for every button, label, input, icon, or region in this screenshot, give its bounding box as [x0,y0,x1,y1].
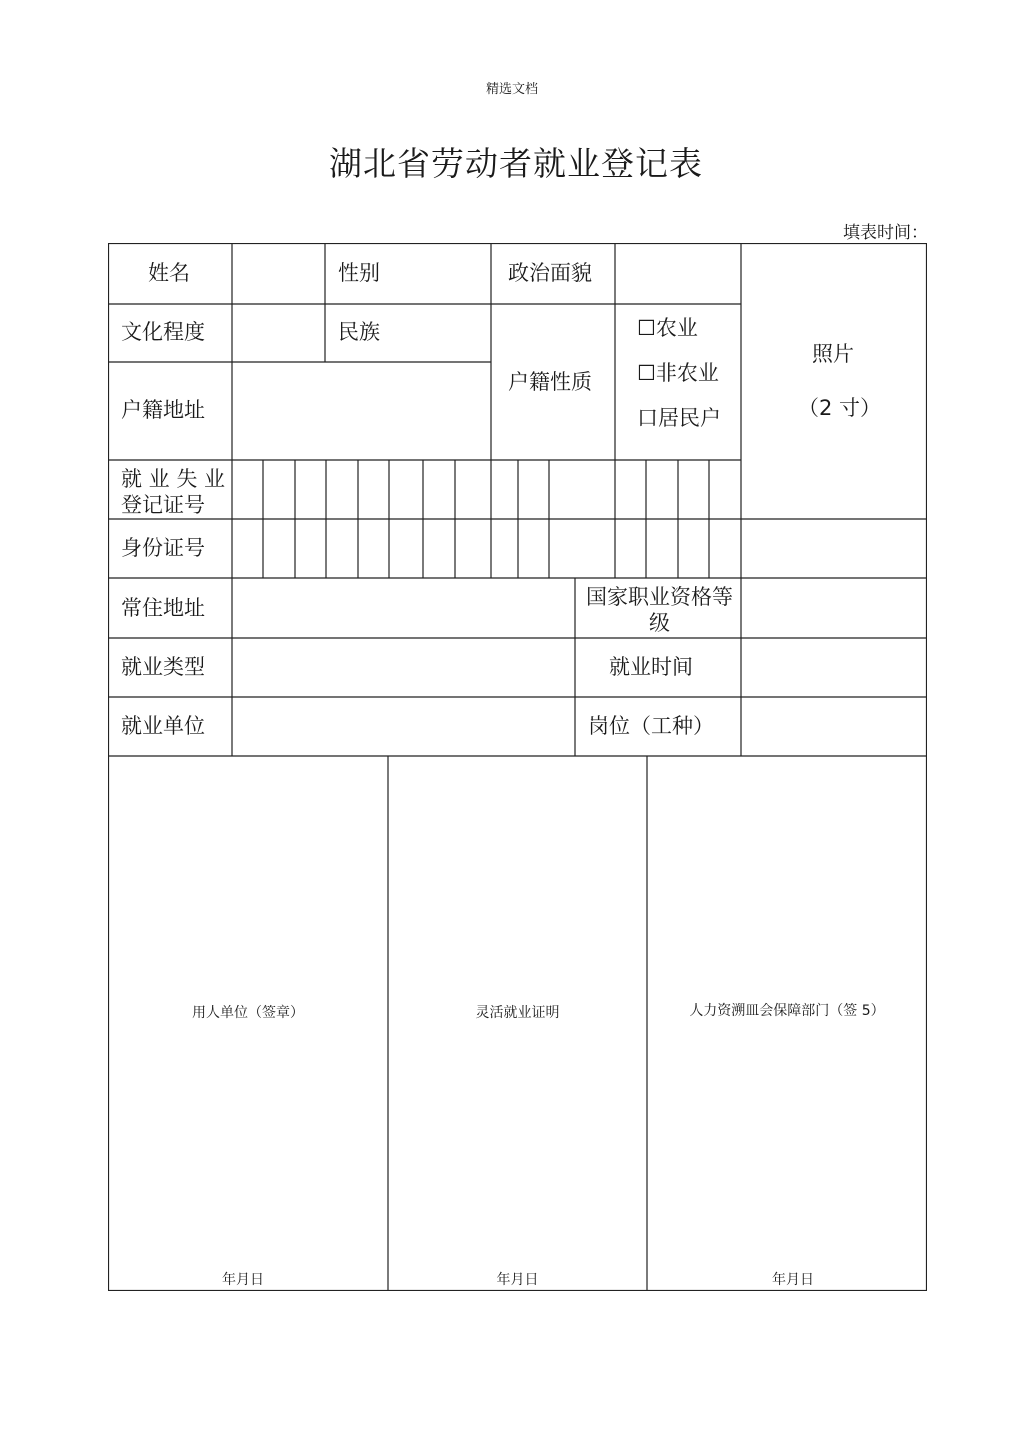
hukou-option-non-agricultural[interactable]: ☐非农业 [637,361,719,385]
residence-address-label: 常住地址 [121,596,205,620]
employer-field[interactable] [236,702,571,752]
qualification-level-label [578,584,741,636]
hukou-option-resident[interactable]: 口居民户 [637,406,721,430]
reg-cert-label-line1: 就 业 失 业 [121,467,226,491]
employment-time-field[interactable] [745,643,923,693]
employment-registration-number-label [121,466,231,518]
employment-time-label: 就业时间 [609,655,693,679]
political-status-field[interactable] [619,249,737,299]
hukou-address-field[interactable] [236,367,487,455]
employer-label: 就业单位 [121,714,205,738]
qualification-label-line1: 国家职业资格等 [586,585,733,609]
hr-department-label: 人力资溯皿会保障部门（签 5） [689,1003,885,1019]
hukou-address-label: 户籍地址 [121,398,205,422]
position-label: 岗位（工种） [588,714,714,738]
photo-size: （2 寸） [798,396,882,420]
fill-time-label: 填表时间： [843,223,928,243]
hukou-option-agricultural[interactable]: ☐农业 [637,316,698,340]
qualification-level-field[interactable] [745,583,923,633]
header-note: 精选文档 [485,82,538,97]
registration-form [108,243,927,1291]
gender-label: 性别 [338,261,380,285]
page-title: 湖北省劳动者就业登记表 [329,144,703,183]
date-label-2: 年月日 [496,1272,539,1288]
id-number-label: 身份证号 [121,536,205,560]
political-status-label: 政治面貌 [508,261,592,285]
employment-type-field[interactable] [236,643,571,693]
education-label: 文化程度 [121,320,205,344]
ethnicity-label: 民族 [338,320,380,344]
employer-seal-label: 用人单位（签章） [192,1005,304,1021]
qualification-label-line2: 级 [649,611,670,635]
name-label: 姓名 [148,261,190,285]
date-label-1: 年月日 [222,1272,264,1288]
flexible-employment-label: 灵活就业证明 [475,1005,560,1021]
name-field[interactable] [236,249,321,299]
residence-address-field[interactable] [236,583,571,633]
hukou-type-label: 户籍性质 [508,370,592,394]
reg-cert-label-line2: 登记证号 [121,493,205,517]
education-field[interactable] [236,309,321,359]
date-label-3: 年月日 [772,1272,814,1288]
photo-label: 照片 [812,342,854,366]
position-field[interactable] [745,702,923,752]
employment-type-label: 就业类型 [121,655,205,679]
